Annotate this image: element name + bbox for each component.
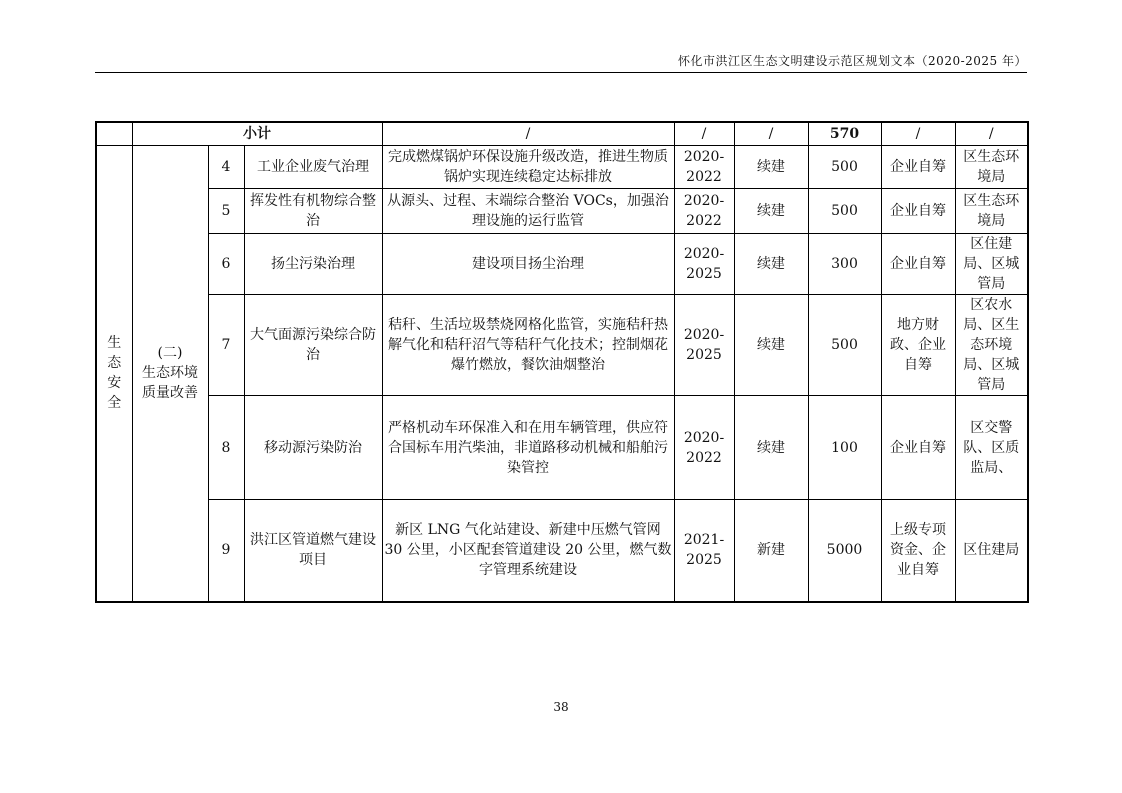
project-nature: 续建 xyxy=(734,189,808,234)
project-name: 移动源污染防治 xyxy=(244,396,382,500)
table-row xyxy=(96,189,1028,234)
project-name: 扬尘污染治理 xyxy=(244,234,382,295)
project-content: 完成燃煤锅炉环保设施升级改造，推进生物质锅炉实现连续稳定达标排放 xyxy=(382,146,674,189)
project-name: 洪江区管道燃气建设项目 xyxy=(244,500,382,602)
row-number: 7 xyxy=(208,295,244,396)
funding-source: 地方财政、企业自筹 xyxy=(881,295,955,396)
responsible-department: 区农水局、区生态环境局、区城管局 xyxy=(955,295,1028,396)
table-row xyxy=(96,500,1028,602)
project-period: 2020-2022 xyxy=(674,146,734,189)
page-header-title: 怀化市洪江区生态文明建设示范区规划文本（2020-2025 年） xyxy=(678,54,1027,68)
table-row xyxy=(96,396,1028,500)
project-period: 2020-2025 xyxy=(674,295,734,396)
row-number: 6 xyxy=(208,234,244,295)
header-rule xyxy=(95,72,1027,73)
table-row xyxy=(96,234,1028,295)
project-name: 工业企业废气治理 xyxy=(244,146,382,189)
subtotal-label: 小计 xyxy=(132,122,382,146)
row-number: 4 xyxy=(208,146,244,189)
subtotal-period: / xyxy=(674,122,734,146)
row-number: 5 xyxy=(208,189,244,234)
funding-source: 上级专项资金、企业自筹 xyxy=(881,500,955,602)
category-char: 全 xyxy=(107,395,122,412)
subcategory-line: 生态环境 xyxy=(142,365,198,382)
project-investment: 500 xyxy=(808,295,881,396)
project-name: 挥发性有机物综合整治 xyxy=(244,189,382,234)
project-investment: 300 xyxy=(808,234,881,295)
responsible-department: 区住建局、区城管局 xyxy=(955,234,1028,295)
subcategory-line: 质量改善 xyxy=(142,385,198,402)
project-nature: 续建 xyxy=(734,146,808,189)
project-name: 大气面源污染综合防治 xyxy=(244,295,382,396)
subtotal-row xyxy=(96,122,1028,146)
subtotal-department: / xyxy=(955,122,1028,146)
project-period: 2020-2025 xyxy=(674,234,734,295)
subtotal-nature: / xyxy=(734,122,808,146)
funding-source: 企业自筹 xyxy=(881,189,955,234)
category-char: 生 xyxy=(107,335,122,352)
row-number: 9 xyxy=(208,500,244,602)
subcategory-cell xyxy=(132,146,208,602)
project-investment: 5000 xyxy=(808,500,881,602)
project-nature: 新建 xyxy=(734,500,808,602)
project-investment: 500 xyxy=(808,189,881,234)
subcategory-number: (二) xyxy=(157,345,183,362)
responsible-department: 区住建局 xyxy=(955,500,1028,602)
funding-source: 企业自筹 xyxy=(881,146,955,189)
page-number: 38 xyxy=(553,700,569,714)
row-number: 8 xyxy=(208,396,244,500)
funding-source: 企业自筹 xyxy=(881,396,955,500)
category-cell xyxy=(96,146,132,602)
category-char: 态 xyxy=(107,355,122,372)
project-content: 从源头、过程、末端综合整治 VOCs，加强治理设施的运行监管 xyxy=(382,189,674,234)
project-content: 新区 LNG 气化站建设、新建中压燃气管网 30 公里，小区配套管道建设 20 公里，燃气数字管理系统建设 xyxy=(382,500,674,602)
responsible-department: 区生态环境局 xyxy=(955,189,1028,234)
subtotal-content: / xyxy=(382,122,674,146)
project-nature: 续建 xyxy=(734,396,808,500)
project-table xyxy=(95,121,1029,603)
table-row xyxy=(96,295,1028,396)
project-content: 严格机动车环保准入和在用车辆管理，供应符合国标车用汽柴油，非道路移动机械和船舶污染管控 xyxy=(382,396,674,500)
project-period: 2021-2025 xyxy=(674,500,734,602)
category-char: 安 xyxy=(107,375,122,392)
project-nature: 续建 xyxy=(734,295,808,396)
subtotal-funding: / xyxy=(881,122,955,146)
responsible-department: 区生态环境局 xyxy=(955,146,1028,189)
subtotal-investment: 570 xyxy=(808,122,881,146)
project-nature: 续建 xyxy=(734,234,808,295)
funding-source: 企业自筹 xyxy=(881,234,955,295)
responsible-department: 区交警队、区质监局、 xyxy=(955,396,1028,500)
subtotal-blank-cell xyxy=(96,122,132,146)
project-content: 建设项目扬尘治理 xyxy=(382,234,674,295)
project-period: 2020-2022 xyxy=(674,396,734,500)
project-investment: 100 xyxy=(808,396,881,500)
project-period: 2020-2022 xyxy=(674,189,734,234)
project-investment: 500 xyxy=(808,146,881,189)
table-row xyxy=(96,146,1028,189)
project-content: 秸秆、生活垃圾禁烧网格化监管，实施秸秆热解气化和秸秆沼气等秸秆气化技术；控制烟花爆竹燃放，餐饮油烟整治 xyxy=(382,295,674,396)
